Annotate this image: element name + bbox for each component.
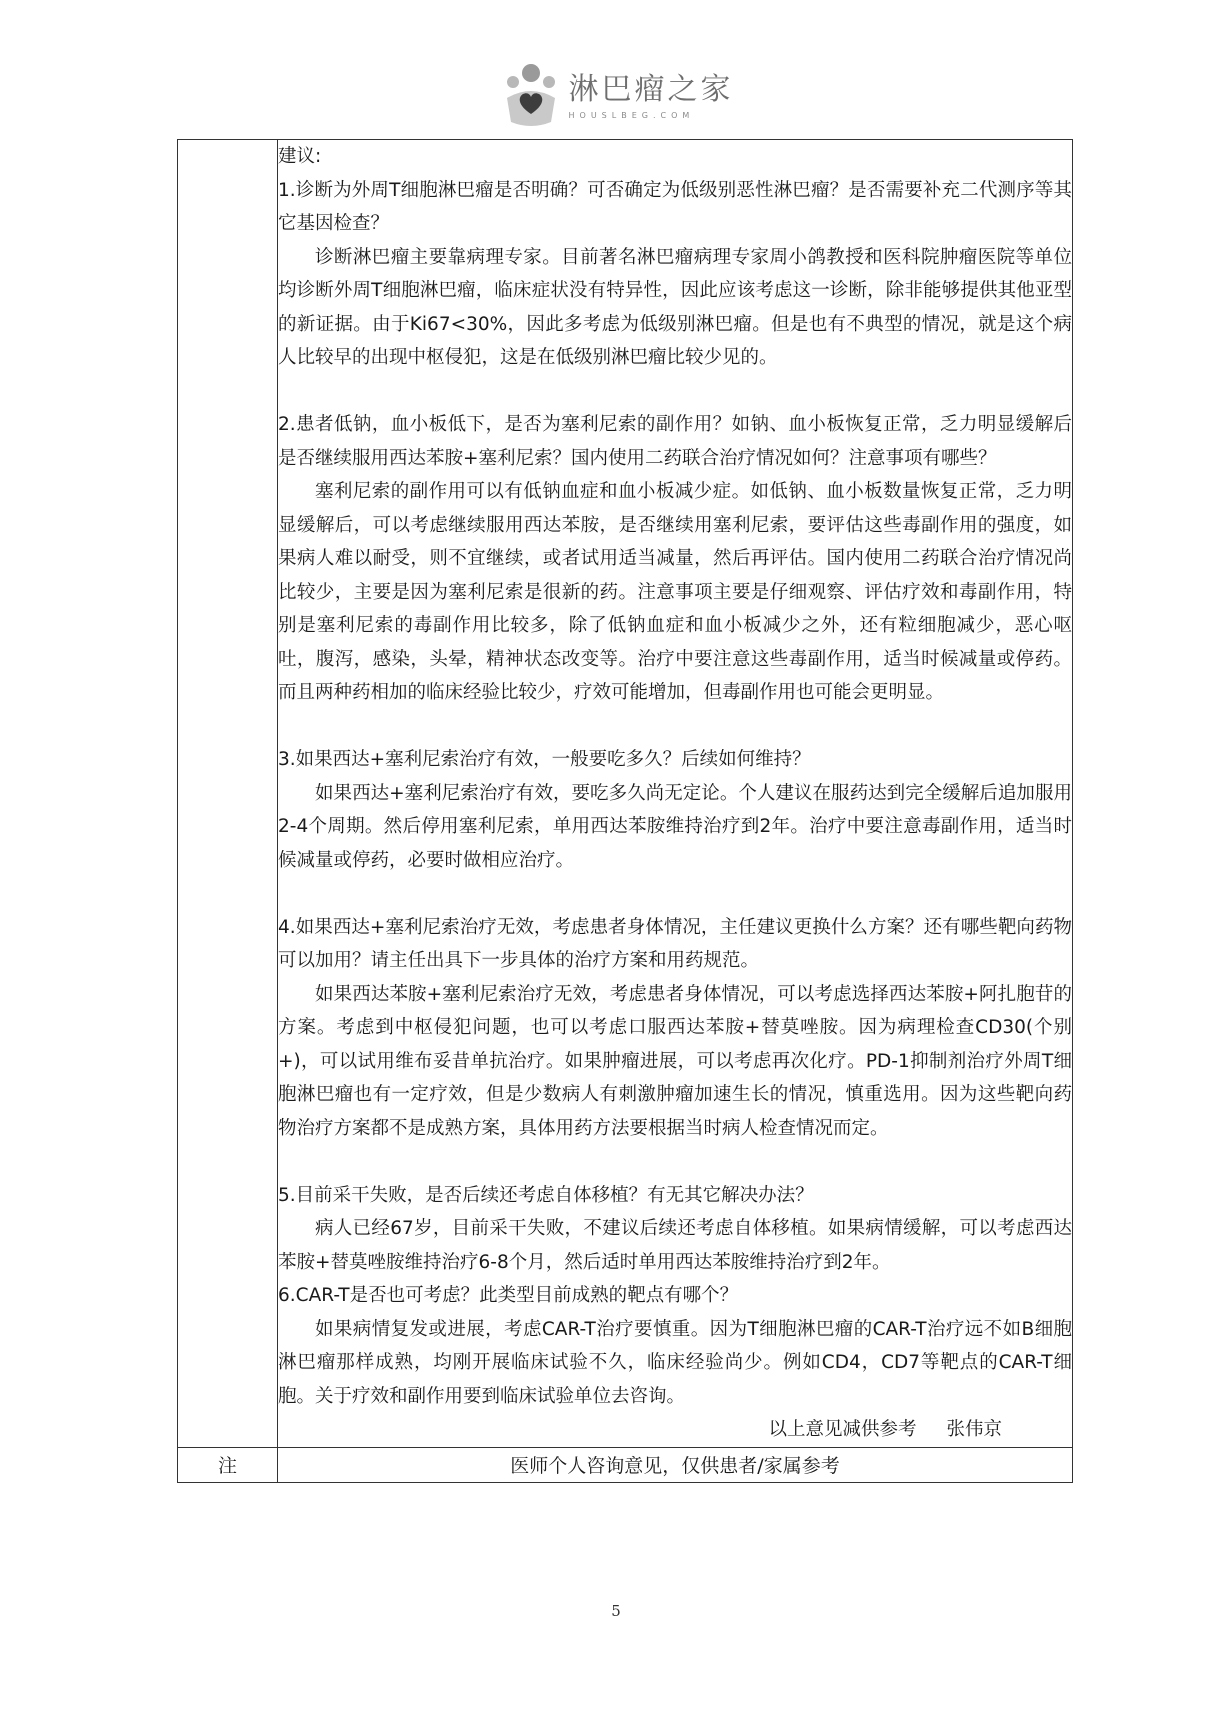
signature-line: [278, 1413, 1072, 1447]
answer-1: 诊断淋巴瘤主要靠病理专家。目前著名淋巴瘤病理专家周小鸽教授和医科院肿瘤医院等单位均诊断外周T细胞淋巴瘤，临床症状没有特异性，因此应该考虑这一诊断，除非能够提供其他亚型的新证据。由于Ki67<30%，因此多考虑为低级别淋巴瘤。但是也有不典型的情况，就是这个病人比较早的出现中枢侵犯，这是在低级别淋巴瘤比较少见的。: [278, 246, 1072, 368]
question-6: 6.CAR-T是否也可考虑？此类型目前成熟的靶点有哪个？: [278, 1285, 739, 1306]
logo-title: 淋巴瘤之家: [568, 72, 734, 107]
note-row: [178, 1447, 1073, 1482]
answer-3: 如果西达+塞利尼索治疗有效，要吃多久尚无定论。个人建议在服药达到完全缓解后追加服用2-4个周期。然后停用塞利尼索，单用西达苯胺维持治疗到2年。治疗中要注意毒副作用，适当时候减量或停药，必要时做相应治疗。: [278, 782, 1072, 871]
page-header: [0, 60, 1232, 138]
page-number: 5: [611, 1602, 621, 1620]
site-logo: [499, 60, 734, 132]
answer-5: 病人已经67岁，目前采干失败，不建议后续还考虑自体移植。如果病情缓解，可以考虑西达苯胺+替莫唑胺维持治疗6-8个月，然后适时单用西达苯胺维持治疗到2年。: [278, 1218, 1072, 1273]
consultation-table: [177, 139, 1073, 1483]
advice-heading: 建议:: [278, 146, 322, 167]
logo-subtitle: HOUSLBEG.COM: [568, 111, 695, 120]
question-4: 4.如果西达+塞利尼索治疗无效，考虑患者身体情况，主任建议更换什么方案？还有哪些靶向药物可以加用？请主任出具下一步具体的治疗方案和用药规范。: [278, 916, 1072, 971]
advice-row: [178, 140, 1073, 1448]
question-5: 5.目前采干失败，是否后续还考虑自体移植？有无其它解决办法？: [278, 1184, 814, 1206]
question-1: 1.诊断为外周T细胞淋巴瘤是否明确？可否确定为低级别恶性淋巴瘤？是否需要补充二代测序等其它基因检查？: [278, 179, 1072, 234]
doctor-name: 张伟京: [946, 1419, 1002, 1440]
answer-6: 如果病情复发或进展，考虑CAR-T治疗要慎重。因为T细胞淋巴瘤的CAR-T治疗远不如B细胞淋巴瘤那样成熟，均刚开展临床试验不久，临床经验尚少。例如CD4，CD7等靶点的CAR-T细胞。关于疗效和副作用要到临床试验单位去咨询。: [278, 1318, 1072, 1407]
closing-text: 以上意见减供参考: [768, 1419, 917, 1440]
logo-emblem-icon: [499, 60, 563, 132]
note-label: 注: [178, 1447, 278, 1482]
answer-4: 如果西达苯胺+塞利尼索治疗无效，考虑患者身体情况，可以考虑选择西达苯胺+阿扎胞苷的方案。考虑到中枢侵犯问题，也可以考虑口服西达苯胺+替莫唑胺。因为病理检查CD30(个别+)，可以试用维布妥昔单抗治疗。如果肿瘤进展，可以考虑再次化疗。PD-1抑制剂治疗外周T细胞淋巴瘤也有一定疗效，但是少数病人有刺激肿瘤加速生长的情况，慎重选用。因为这些靶向药物治疗方案都不是成熟方案，具体用药方法要根据当时病人检查情况而定。: [278, 983, 1072, 1139]
note-text: 医师个人咨询意见，仅供患者/家属参考: [278, 1447, 1073, 1482]
answer-2: 塞利尼索的副作用可以有低钠血症和血小板减少症。如低钠、血小板数量恢复正常，乏力明显缓解后，可以考虑继续服用西达苯胺，是否继续用塞利尼索，要评估这些毒副作用的强度，如果病人难以耐受，则不宜继续，或者试用适当减量，然后再评估。国内使用二药联合治疗情况尚比较少，主要是因为塞利尼索是很新的药。注意事项主要是仔细观察、评估疗效和毒副作用，特别是塞利尼索的毒副作用比较多，除了低钠血症和血小板减少之外，还有粒细胞减少，恶心呕吐，腹泻，感染，头晕，精神状态改变等。治疗中要注意这些毒副作用，适当时候减量或停药。而且两种药相加的临床经验比较少，疗效可能增加，但毒副作用也可能会更明显。: [278, 481, 1072, 703]
question-2: 2.患者低钠，血小板低下，是否为塞利尼索的副作用？如钠、血小板恢复正常，乏力明显缓解后是否继续服用西达苯胺+塞利尼索？国内使用二药联合治疗情况如何？注意事项有哪些？: [278, 414, 1072, 469]
advice-content-cell: [278, 140, 1073, 1448]
question-3: 3.如果西达+塞利尼索治疗有效，一般要吃多久？后续如何维持？: [278, 749, 811, 770]
advice-label-cell: [178, 140, 278, 1448]
